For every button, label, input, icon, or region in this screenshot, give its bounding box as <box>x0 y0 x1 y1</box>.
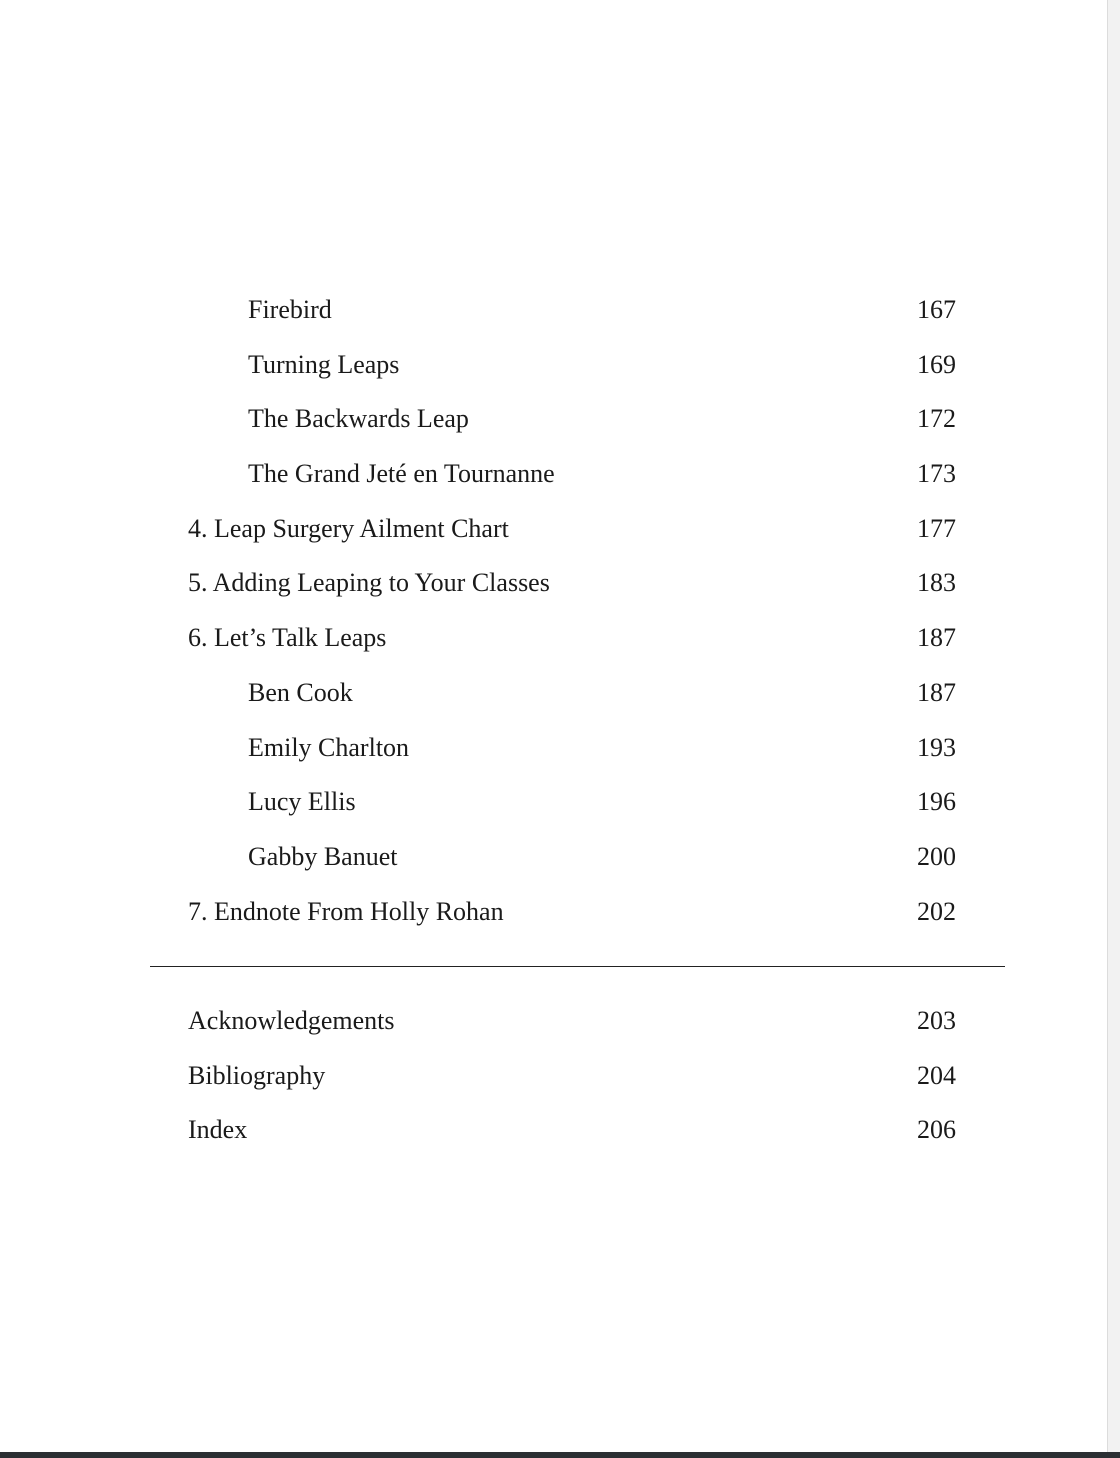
toc-entry-chapter-6[interactable] <box>0 613 1108 668</box>
toc-entry-firebird[interactable] <box>0 285 1108 340</box>
toc-entry-title: Acknowledgements <box>188 1006 395 1035</box>
toc-entry-gabby-banuet[interactable] <box>0 832 1108 887</box>
toc-entry-page: 177 <box>917 513 956 543</box>
toc-entry-title: Gabby Banuet <box>248 841 398 871</box>
toc-entry-ben-cook[interactable] <box>0 668 1108 723</box>
toc-entry-acknowledgements[interactable] <box>0 996 1108 1051</box>
toc-entry-title: Emily Charlton <box>248 732 410 762</box>
table-of-contents <box>0 285 1108 941</box>
toc-entry-title: Bibliography <box>188 1060 326 1090</box>
toc-entry-title: 7. Endnote From Holly Rohan <box>188 896 504 926</box>
toc-entry-lucy-ellis[interactable] <box>0 777 1108 832</box>
toc-entry-page: 193 <box>917 732 956 762</box>
toc-entry-page: 203 <box>917 1006 956 1035</box>
toc-entry-page: 187 <box>917 677 956 707</box>
toc-entry-page: 169 <box>917 349 956 379</box>
toc-entry-title: 6. Let’s Talk Leaps <box>188 623 387 653</box>
toc-entry-title: The Grand Jeté en Tournanne <box>248 459 555 489</box>
toc-entry-page: 206 <box>917 1115 956 1145</box>
toc-entry-page: 202 <box>917 896 956 926</box>
toc-entry-page: 172 <box>917 404 956 434</box>
toc-entry-bibliography[interactable] <box>0 1051 1108 1106</box>
toc-entry-title: 5. Adding Leaping to Your Classes <box>188 568 550 598</box>
toc-entry-backwards-leap[interactable] <box>0 394 1108 449</box>
toc-entry-title: The Backwards Leap <box>248 404 469 434</box>
toc-entry-title: Ben Cook <box>248 677 353 707</box>
toc-entry-chapter-7[interactable] <box>0 887 1108 942</box>
toc-entry-chapter-5[interactable] <box>0 558 1108 613</box>
viewer-scroll-edge <box>1107 0 1120 1452</box>
toc-entry-page: 204 <box>917 1060 956 1090</box>
toc-entry-index[interactable] <box>0 1105 1108 1160</box>
toc-entry-title: 4. Leap Surgery Ailment Chart <box>188 513 509 543</box>
toc-entry-page: 200 <box>917 841 956 871</box>
toc-entry-turning-leaps[interactable] <box>0 340 1108 395</box>
toc-entry-title: Firebird <box>248 295 332 324</box>
viewer-bottom-bar <box>0 1452 1120 1458</box>
toc-entry-title: Index <box>188 1115 248 1145</box>
toc-backmatter <box>0 996 1108 1160</box>
toc-entry-page: 196 <box>917 787 956 817</box>
section-divider <box>150 966 1005 967</box>
toc-entry-grand-jete[interactable] <box>0 449 1108 504</box>
toc-entry-emily-charlton[interactable] <box>0 723 1108 778</box>
toc-entry-title: Lucy Ellis <box>248 787 356 817</box>
toc-entry-page: 167 <box>917 295 956 324</box>
toc-entry-page: 173 <box>917 459 956 489</box>
toc-entry-page: 187 <box>917 623 956 653</box>
toc-entry-page: 183 <box>917 568 956 598</box>
toc-entry-chapter-4[interactable] <box>0 504 1108 559</box>
toc-entry-title: Turning Leaps <box>248 349 400 379</box>
